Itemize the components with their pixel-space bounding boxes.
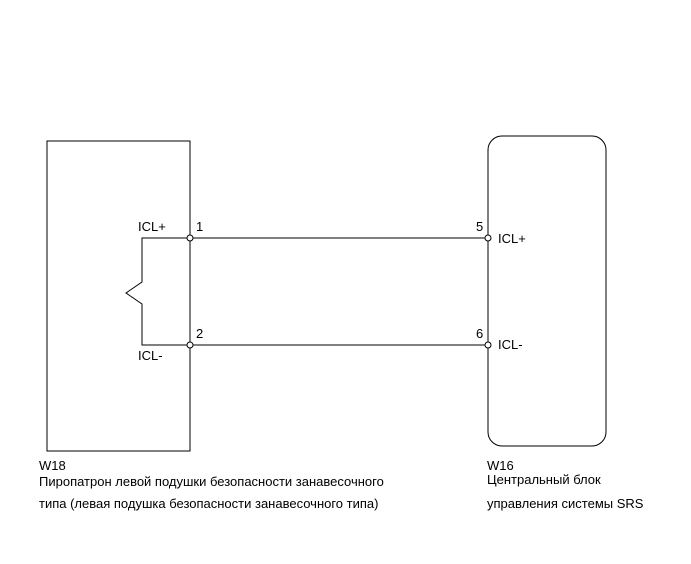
left-component-code: W18 [39, 458, 66, 473]
right-pin-number-6: 6 [476, 326, 484, 341]
left-component-name-line1: Пиропатрон левой подушки безопасности занавесочного [39, 474, 384, 489]
left-signal-label-1: ICL+ [138, 219, 166, 234]
right-signal-label-6: ICL- [498, 337, 523, 352]
left-pin-number-2: 2 [196, 326, 204, 341]
right-signal-label-5: ICL+ [498, 231, 526, 246]
pin-terminal-6 [485, 342, 491, 348]
left-pin-number-1: 1 [196, 219, 204, 234]
right-pin-number-5: 5 [476, 219, 484, 234]
squib-symbol [126, 238, 190, 345]
right-component-name-line1: Центральный блок [487, 472, 601, 487]
srs-ecu-box [488, 136, 606, 446]
left-signal-label-2: ICL- [138, 348, 163, 363]
pin-terminal-2 [187, 342, 193, 348]
left-component-name-line2: типа (левая подушка безопасности занавесочного типа) [39, 496, 379, 511]
right-component-name-line2: управления системы SRS [487, 496, 644, 511]
squib-box [47, 141, 190, 451]
right-component-code: W16 [487, 458, 514, 473]
pin-terminal-5 [485, 235, 491, 241]
pin-terminal-1 [187, 235, 193, 241]
